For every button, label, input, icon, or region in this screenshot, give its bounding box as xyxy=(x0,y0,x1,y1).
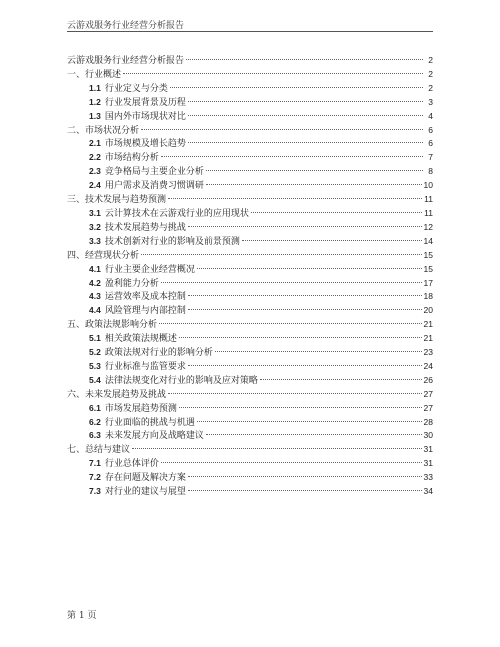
toc-entry-title: 四、经营现状分析 xyxy=(67,250,140,261)
toc-entry-number: 1.3 xyxy=(89,110,101,121)
toc-entry-page: 17 xyxy=(423,277,433,288)
toc-entry-page: 12 xyxy=(423,221,433,232)
toc-entry-title: 市场规模及增长趋势 xyxy=(104,139,186,150)
toc-entry-page: 26 xyxy=(423,374,433,385)
toc-leader-dots xyxy=(188,476,422,477)
toc-entry-title: 行业面临的挑战与机遇 xyxy=(104,417,195,428)
toc-leader-dots xyxy=(161,462,422,463)
toc-leader-dots xyxy=(188,365,422,366)
toc-entry-title: 运营效率及成本控制 xyxy=(104,292,186,303)
toc-entry[interactable] xyxy=(67,485,433,499)
toc-entry-number: 4.2 xyxy=(89,277,101,288)
toc-leader-dots xyxy=(186,59,423,60)
toc-leader-dots xyxy=(188,490,422,491)
toc-entry-page: 8 xyxy=(428,166,433,177)
toc-leader-dots xyxy=(242,240,422,241)
toc-entry-page: 3 xyxy=(428,96,433,107)
toc-entry-title: 一、行业概述 xyxy=(67,69,122,80)
header-rule xyxy=(67,31,433,32)
toc-entry[interactable] xyxy=(67,443,433,457)
toc-entry-title: 行业总体评价 xyxy=(104,459,159,470)
toc-entry-page: 23 xyxy=(423,347,433,358)
toc-leader-dots xyxy=(260,379,422,380)
toc-entry-number: 6.1 xyxy=(89,402,101,413)
toc-leader-dots xyxy=(123,73,423,74)
toc-entry[interactable] xyxy=(67,207,433,221)
toc-entry-page: 21 xyxy=(423,333,433,344)
toc-entry-number: 1.2 xyxy=(89,96,101,107)
toc-leader-dots xyxy=(206,434,422,435)
toc-entry-number: 6.2 xyxy=(89,416,101,427)
toc-entry-number: 2.4 xyxy=(89,180,101,191)
toc-entry-page: 30 xyxy=(423,430,433,441)
toc-entry-number: 4.1 xyxy=(89,263,101,274)
toc-entry-number: 3.1 xyxy=(89,207,101,218)
toc-leader-dots xyxy=(251,212,422,213)
toc-entry-number: 5.4 xyxy=(89,374,101,385)
toc-entry-page: 24 xyxy=(423,360,433,371)
toc-entry-number: 4.3 xyxy=(89,291,101,302)
toc-entry-page: 18 xyxy=(423,291,433,302)
toc-entry-title: 盈利能力分析 xyxy=(104,278,159,289)
toc-entry-page: 34 xyxy=(423,486,433,497)
toc-leader-dots xyxy=(206,170,423,171)
toc-entry-page: 31 xyxy=(423,444,433,455)
toc-entry[interactable] xyxy=(67,402,433,416)
toc-entry-number: 7.3 xyxy=(89,486,101,497)
toc-leader-dots xyxy=(188,101,423,102)
toc-entry-title: 竞争格局与主要企业分析 xyxy=(104,167,204,178)
toc-entry-page: 2 xyxy=(428,68,433,79)
toc-entry-number: 5.1 xyxy=(89,333,101,344)
toc-entry[interactable] xyxy=(67,110,433,124)
toc-entry-number: 2.3 xyxy=(89,166,101,177)
toc-leader-dots xyxy=(206,184,422,185)
toc-entry[interactable] xyxy=(67,221,433,235)
toc-entry[interactable] xyxy=(67,54,433,68)
toc-entry-number: 1.1 xyxy=(89,82,101,93)
toc-leader-dots xyxy=(188,226,422,227)
toc-entry-page: 11 xyxy=(424,207,433,218)
toc-entry-number: 3.3 xyxy=(89,235,101,246)
toc-entry-page: 10 xyxy=(423,180,433,191)
toc-entry-page: 6 xyxy=(428,138,433,149)
toc-leader-dots xyxy=(132,448,422,449)
toc-entry-page: 27 xyxy=(423,402,433,413)
toc-entry-number: 2.2 xyxy=(89,152,101,163)
toc-entry[interactable] xyxy=(67,151,433,165)
toc-entry-number: 4.4 xyxy=(89,305,101,316)
toc-leader-dots xyxy=(141,254,422,255)
toc-leader-dots xyxy=(188,295,422,296)
toc-entry-title: 国内外市场现状对比 xyxy=(104,111,186,122)
toc-entry-page: 27 xyxy=(423,388,433,399)
toc-entry-title: 云游戏服务行业经营分析报告 xyxy=(67,56,185,66)
toc-entry[interactable] xyxy=(67,137,433,151)
toc-entry-page: 15 xyxy=(423,263,433,274)
toc-entry-title: 市场发展趋势预测 xyxy=(104,403,177,414)
toc-leader-dots xyxy=(168,393,422,394)
toc-entry-title: 技术发展趋势与挑战 xyxy=(104,222,186,233)
running-header: 云游戏服务行业经营分析报告 xyxy=(67,21,185,31)
toc-entry-page: 2 xyxy=(428,82,433,93)
toc-entry[interactable] xyxy=(67,388,433,402)
toc-entry[interactable] xyxy=(67,318,433,332)
toc-leader-dots xyxy=(170,87,423,88)
toc-entry[interactable] xyxy=(67,165,433,179)
toc-entry-title: 政策法规对行业的影响分析 xyxy=(104,348,213,359)
toc-entry-number: 3.2 xyxy=(89,221,101,232)
toc-leader-dots xyxy=(161,156,423,157)
toc-entry[interactable] xyxy=(67,374,433,388)
toc-entry[interactable] xyxy=(67,82,433,96)
toc-leader-dots xyxy=(215,351,422,352)
toc-entry-number: 7.2 xyxy=(89,472,101,483)
toc-entry[interactable] xyxy=(67,68,433,82)
toc-entry[interactable] xyxy=(67,416,433,430)
toc-entry[interactable] xyxy=(67,263,433,277)
toc-entry-title: 行业主要企业经营概况 xyxy=(104,264,195,275)
toc-entry-title: 行业定义与分类 xyxy=(104,83,168,94)
toc-entry-page: 15 xyxy=(423,249,433,260)
toc-leader-dots xyxy=(159,323,422,324)
toc-entry[interactable] xyxy=(67,457,433,471)
toc-entry-page: 21 xyxy=(423,319,433,330)
toc-leader-dots xyxy=(179,407,422,408)
toc-entry-title: 行业发展背景及历程 xyxy=(104,97,186,108)
toc-leader-dots xyxy=(188,115,423,116)
toc-entry-title: 存在问题及解决方案 xyxy=(104,473,186,484)
toc-entry-number: 6.3 xyxy=(89,430,101,441)
toc-leader-dots xyxy=(197,421,422,422)
toc-entry-number: 2.1 xyxy=(89,138,101,149)
toc-leader-dots xyxy=(141,129,423,130)
page-number: 第 1 页 xyxy=(67,611,97,621)
toc-entry[interactable] xyxy=(67,249,433,263)
toc-entry-page: 14 xyxy=(423,235,433,246)
toc-entry[interactable] xyxy=(67,471,433,485)
toc-entry-title: 市场结构分析 xyxy=(104,153,159,164)
table-of-contents xyxy=(67,54,433,499)
toc-entry-title: 对行业的建议与展望 xyxy=(104,487,186,498)
toc-entry-title: 七、总结与建议 xyxy=(67,445,131,456)
toc-entry-page: 31 xyxy=(423,458,433,469)
toc-entry-title: 六、未来发展趋势及挑战 xyxy=(67,389,167,400)
toc-entry-page: 33 xyxy=(423,472,433,483)
toc-entry[interactable] xyxy=(67,332,433,346)
toc-entry[interactable] xyxy=(67,235,433,249)
toc-entry-page: 11 xyxy=(424,194,433,205)
toc-entry-page: 6 xyxy=(428,124,433,135)
toc-entry[interactable] xyxy=(67,346,433,360)
toc-entry[interactable] xyxy=(67,429,433,443)
toc-entry-title: 三、技术发展与趋势预测 xyxy=(67,195,167,206)
toc-entry[interactable] xyxy=(67,193,433,207)
toc-leader-dots xyxy=(161,282,422,283)
toc-entry[interactable] xyxy=(67,124,433,138)
toc-leader-dots xyxy=(179,337,422,338)
toc-entry-number: 5.2 xyxy=(89,347,101,358)
toc-entry-title: 相关政策法规概述 xyxy=(104,334,177,345)
toc-entry[interactable] xyxy=(67,360,433,374)
toc-entry-title: 未来发展方向及战略建议 xyxy=(104,431,204,442)
toc-entry-number: 7.1 xyxy=(89,458,101,469)
toc-leader-dots xyxy=(188,142,423,143)
toc-entry-title: 二、市场状况分析 xyxy=(67,125,140,136)
toc-leader-dots xyxy=(197,268,422,269)
toc-entry[interactable] xyxy=(67,290,433,304)
toc-entry-page: 2 xyxy=(428,55,433,65)
toc-entry-number: 5.3 xyxy=(89,360,101,371)
toc-entry-title: 云计算技术在云游戏行业的应用现状 xyxy=(104,208,249,219)
toc-entry-page: 4 xyxy=(428,110,433,121)
toc-entry-title: 法律法规变化对行业的影响及应对策略 xyxy=(104,375,258,386)
toc-entry[interactable] xyxy=(67,96,433,110)
toc-leader-dots xyxy=(168,198,422,199)
toc-leader-dots xyxy=(188,309,422,310)
toc-entry-title: 用户需求及消费习惯调研 xyxy=(104,181,204,192)
toc-entry[interactable] xyxy=(67,304,433,318)
toc-entry-page: 20 xyxy=(423,305,433,316)
toc-entry-title: 五、政策法规影响分析 xyxy=(67,320,158,331)
toc-entry[interactable] xyxy=(67,277,433,291)
toc-entry-page: 28 xyxy=(423,416,433,427)
toc-entry-title: 风险管理与内部控制 xyxy=(104,306,186,317)
toc-entry-page: 7 xyxy=(428,152,433,163)
toc-entry[interactable] xyxy=(67,179,433,193)
toc-entry-title: 技术创新对行业的影响及前景预测 xyxy=(104,236,240,247)
toc-entry-title: 行业标准与监管要求 xyxy=(104,361,186,372)
